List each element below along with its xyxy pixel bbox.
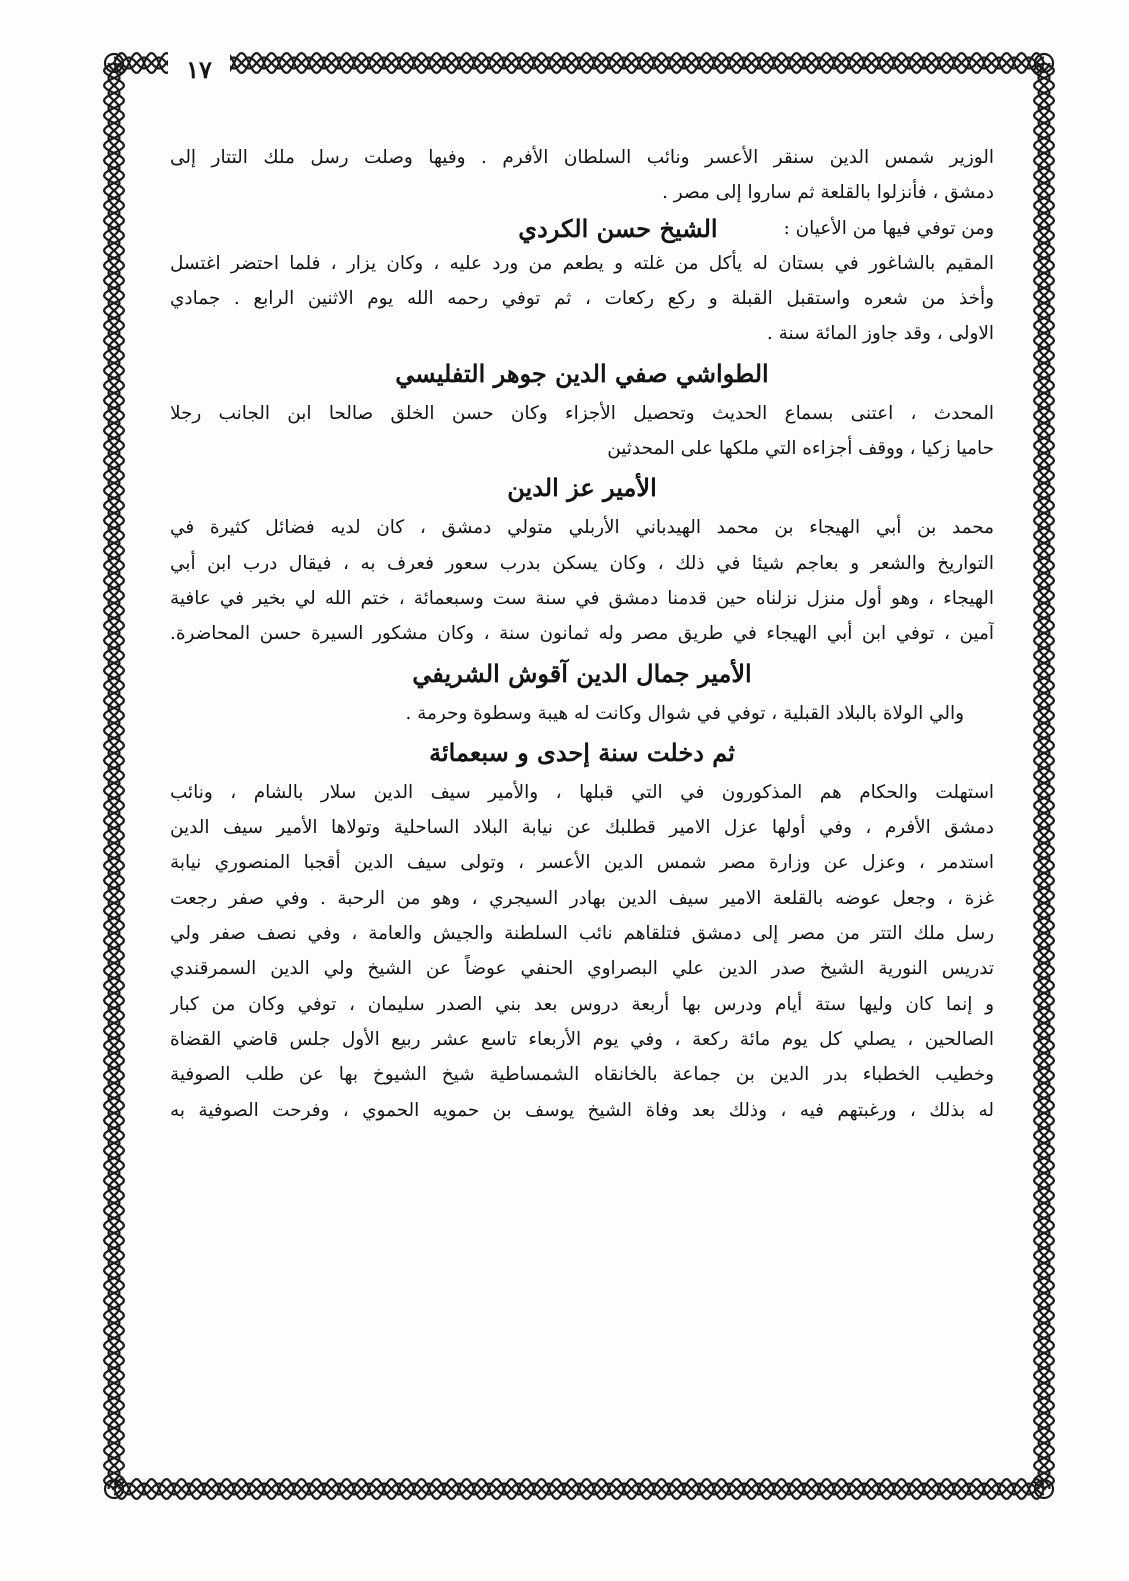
obituary-intro-line [170,211,994,246]
text-line: الصالحين ، يصلي كل يوم مائة ركعة ، وفي يوم الأربعاء تاسع عشر ربيع الأول جلس قاضي القضاة [170,1028,994,1050]
obituary-name: الشيخ حسن الكردي [518,213,718,243]
text-line: حاميا زكيا ، ووقف أجزاءه التي ملكها على المحدثين [607,438,994,460]
text-line: استهلت والحكام هم المذكورون في التي قبلها ، والأمير سيف الدين سلار بالشام ، ونائب [170,781,994,803]
text-line: استدمر ، وعزل عن وزارة مصر شمس الدين الأعسر ، وتولى سيف الدين أقجبا المنصوري نيابة [170,852,994,874]
text-line: التواريخ والشعر و بعاجم شيئا في ذلك ، وكان يسكن بدرب سعور فعرف به ، فيقال درب ابن أبي [170,552,994,574]
text-line: تدريس النورية الشيخ صدر الدين علي البصراوي الحنفي عوضاً عن الشيخ ولي الدين السمرقندي [170,958,994,980]
text-line: محمد بن أبي الهيجاء بن محمد الهيدباني الأربلي متولي دمشق ، كان لديه فضائل كثيرة في [170,517,994,539]
text-line: وأخذ من شعره واستقبل القبلة و ركع ركعات ، ثم توفي رحمه الله يوم الاثنين الرابع . جمادي [170,288,994,310]
text-line: غزة ، وجعل عوضه بالقلعة الامير سيف الدين بهادر السيجري ، وهو من الرحبة . وفي صفر رجعت [170,887,994,909]
text-line: دمشق ، فأنزلوا بالقلعة ثم ساروا إلى مصر . [662,182,994,204]
section-heading: الأمير جمال الدين آقوش الشريفي [412,658,752,688]
text-line: المقيم بالشاغور في بستان له يأكل من غلته و يطعم من ورد عليه ، وكان يزار ، فلما احتضر اغتسل [170,252,994,274]
section-heading: ثم دخلت سنة إحدى و سبعمائة [429,737,735,767]
text-line: الهيجاء ، وهو أول منزل نزلناه حين قدمنا دمشق في سنة ست وسبعمائة ، ختم الله لي بخير في عافية [170,587,994,609]
text-line: وخطيب الخطباء بدر الدين بن جماعة بالخانقاه الشمساطية شيخ الشيوخ بها عن طلب الصوفية [170,1064,994,1086]
text-line: دمشق الأفرم ، وفي أولها عزل الامير قطلبك عن نيابة البلاد الساحلية وتولاها الأمير سيف الدين [170,817,994,839]
page-body-text [170,140,994,1465]
obituary-intro-label: ومن توفي فيها من الأعيان : [783,217,994,239]
text-line: و إنما كان وليها ستة أيام ودرس بها أربعة دروس بعد بني الصدر سليمان ، توفي وكان من كبار [170,993,994,1015]
text-line: له بذلك ، ورغبتهم فيه ، وذلك بعد وفاة الشيخ يوسف بن حمويه الحموي ، وفرحت الصوفية به [170,1099,994,1121]
text-line: آمين ، توفي ابن أبي الهيجاء في طريق مصر وله ثمانون سنة ، وكان مشكور السيرة حسن المحاضرة. [170,623,994,645]
text-line: الاولى ، وقد جاوز المائة سنة . [766,323,994,345]
text-line: والي الولاة بالبلاد القبلية ، توفي في شوال وكانت له هيبة وسطوة وحرمة . [405,702,964,724]
section-heading: الطواشي صفي الدين جوهر التفليسي [395,358,769,388]
section-heading: الأمير عز الدين [507,473,657,503]
text-line: الوزير شمس الدين سنقر الأعسر ونائب السلطان الأفرم . وفيها وصلت رسل ملك التتار إلى [170,147,994,168]
page-number: ١٧ [168,52,230,88]
text-line: رسل ملك التتر من مصر إلى دمشق فتلقاهم نائب السلطنة والجيش والعامة ، وفي نصف صفر ولي [170,923,994,945]
text-line: المحدث ، اعتنى بسماع الحديث وتحصيل الأجزاء وكان حسن الخلق صالحا ابن الجانب رجلا [170,402,994,424]
